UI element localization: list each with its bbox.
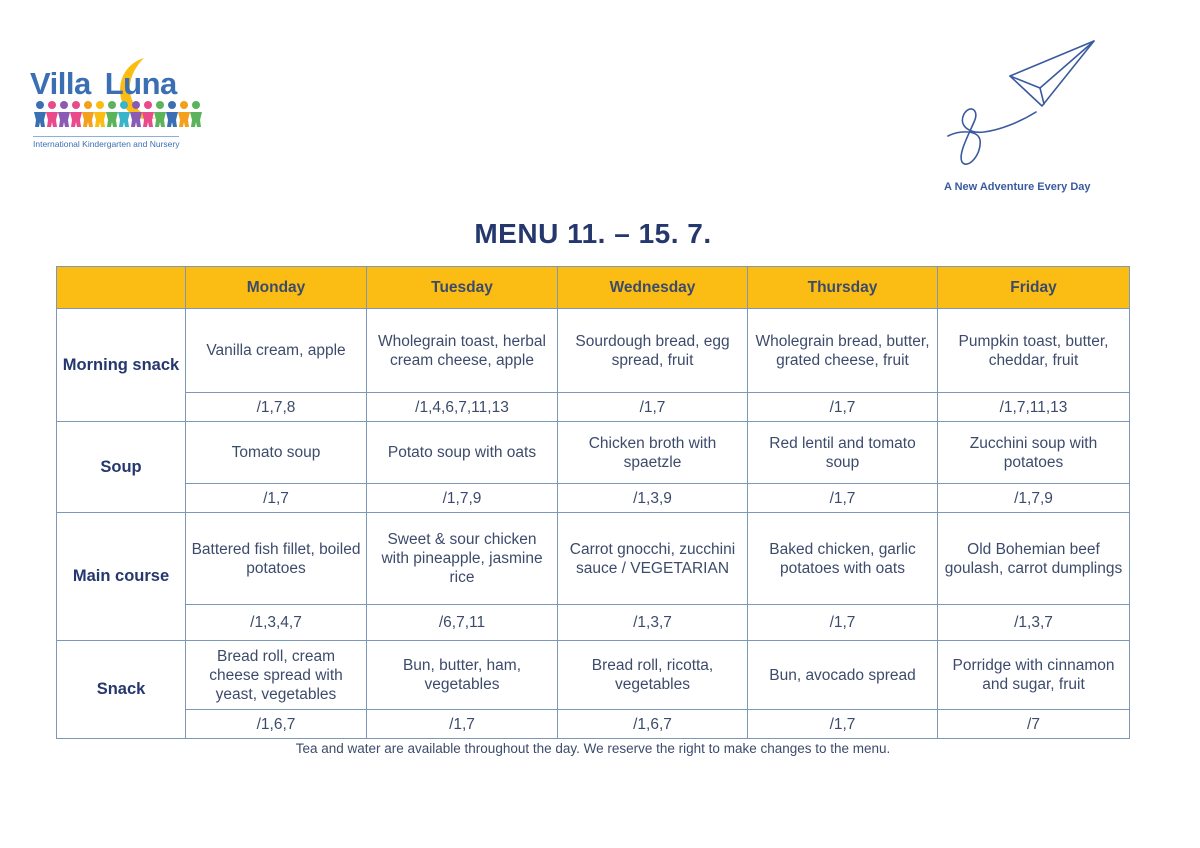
allergen-cell: /1,6,7 [186,710,367,739]
allergen-row [57,484,1130,513]
allergen-row [57,710,1130,739]
logo-tagline: International Kindergarten and Nursery [33,136,179,149]
allergen-cell: /1,7 [748,710,938,739]
allergen-cell: /1,7,9 [938,484,1130,513]
allergen-cell: /1,3,9 [558,484,748,513]
day-monday: Monday [186,267,367,309]
dish-cell: Wholegrain toast, herbal cream cheese, apple [367,309,558,393]
day-thursday: Thursday [748,267,938,309]
allergen-cell: /1,7,8 [186,393,367,422]
paper-plane-icon [940,36,1100,171]
brand-villa: Villa [30,66,91,101]
dish-row-main-course [57,513,1130,605]
dish-row-morning-snack [57,309,1130,393]
allergen-row [57,393,1130,422]
dish-row-snack [57,641,1130,710]
allergen-cell: /1,7 [748,484,938,513]
dish-cell: Carrot gnocchi, zucchini sauce / VEGETARIAN [558,513,748,605]
corner-cell [57,267,186,309]
dish-cell: Sourdough bread, egg spread, fruit [558,309,748,393]
children-row-icon [34,100,206,128]
allergen-cell: /1,7 [748,605,938,641]
dish-cell: Pumpkin toast, butter, cheddar, fruit [938,309,1130,393]
allergen-cell: /6,7,11 [367,605,558,641]
footnote: Tea and water are available throughout the day. We reserve the right to make changes to the menu. [295,741,891,756]
allergen-cell: /1,7,9 [367,484,558,513]
slogan: A New Adventure Every Day [944,181,1091,193]
allergen-cell: /1,3,7 [938,605,1130,641]
allergen-cell: /1,3,7 [558,605,748,641]
dish-cell: Vanilla cream, apple [186,309,367,393]
day-header-row [57,267,1130,309]
menu-table [56,266,1130,739]
allergen-cell: /1,3,4,7 [186,605,367,641]
allergen-cell: /1,7,11,13 [938,393,1130,422]
dish-cell: Bun, butter, ham, vegetables [367,641,558,710]
allergen-row [57,605,1130,641]
dish-cell: Chicken broth with spaetzle [558,422,748,484]
allergen-cell: /1,7 [748,393,938,422]
day-friday: Friday [938,267,1130,309]
meal-soup: Soup [57,422,186,513]
allergen-cell: /1,7 [558,393,748,422]
dish-cell: Old Bohemian beef goulash, carrot dumplings [938,513,1130,605]
allergen-cell: /7 [938,710,1130,739]
dish-cell: Red lentil and tomato soup [748,422,938,484]
allergen-cell: /1,7 [367,710,558,739]
allergen-cell: /1,7 [186,484,367,513]
dish-cell: Zucchini soup with potatoes [938,422,1130,484]
villa-luna-logo [28,52,208,152]
brand-luna: Luna [104,66,177,101]
dish-cell: Porridge with cinnamon and sugar, fruit [938,641,1130,710]
page-title: MENU 11. – 15. 7. [474,218,712,249]
dish-cell: Bun, avocado spread [748,641,938,710]
dish-cell: Bread roll, ricotta, vegetables [558,641,748,710]
meal-main-course: Main course [57,513,186,641]
dish-cell: Sweet & sour chicken with pineapple, jasmine rice [367,513,558,605]
dish-cell: Bread roll, cream cheese spread with yeast, vegetables [186,641,367,710]
day-wednesday: Wednesday [558,267,748,309]
dish-cell: Wholegrain bread, butter, grated cheese, fruit [748,309,938,393]
dish-cell: Baked chicken, garlic potatoes with oats [748,513,938,605]
allergen-cell: /1,6,7 [558,710,748,739]
allergen-cell: /1,4,6,7,11,13 [367,393,558,422]
day-tuesday: Tuesday [367,267,558,309]
dish-cell: Tomato soup [186,422,367,484]
dish-cell: Battered fish fillet, boiled potatoes [186,513,367,605]
meal-snack: Snack [57,641,186,739]
meal-morning-snack: Morning snack [57,309,186,422]
dish-cell: Potato soup with oats [367,422,558,484]
dish-row-soup [57,422,1130,484]
